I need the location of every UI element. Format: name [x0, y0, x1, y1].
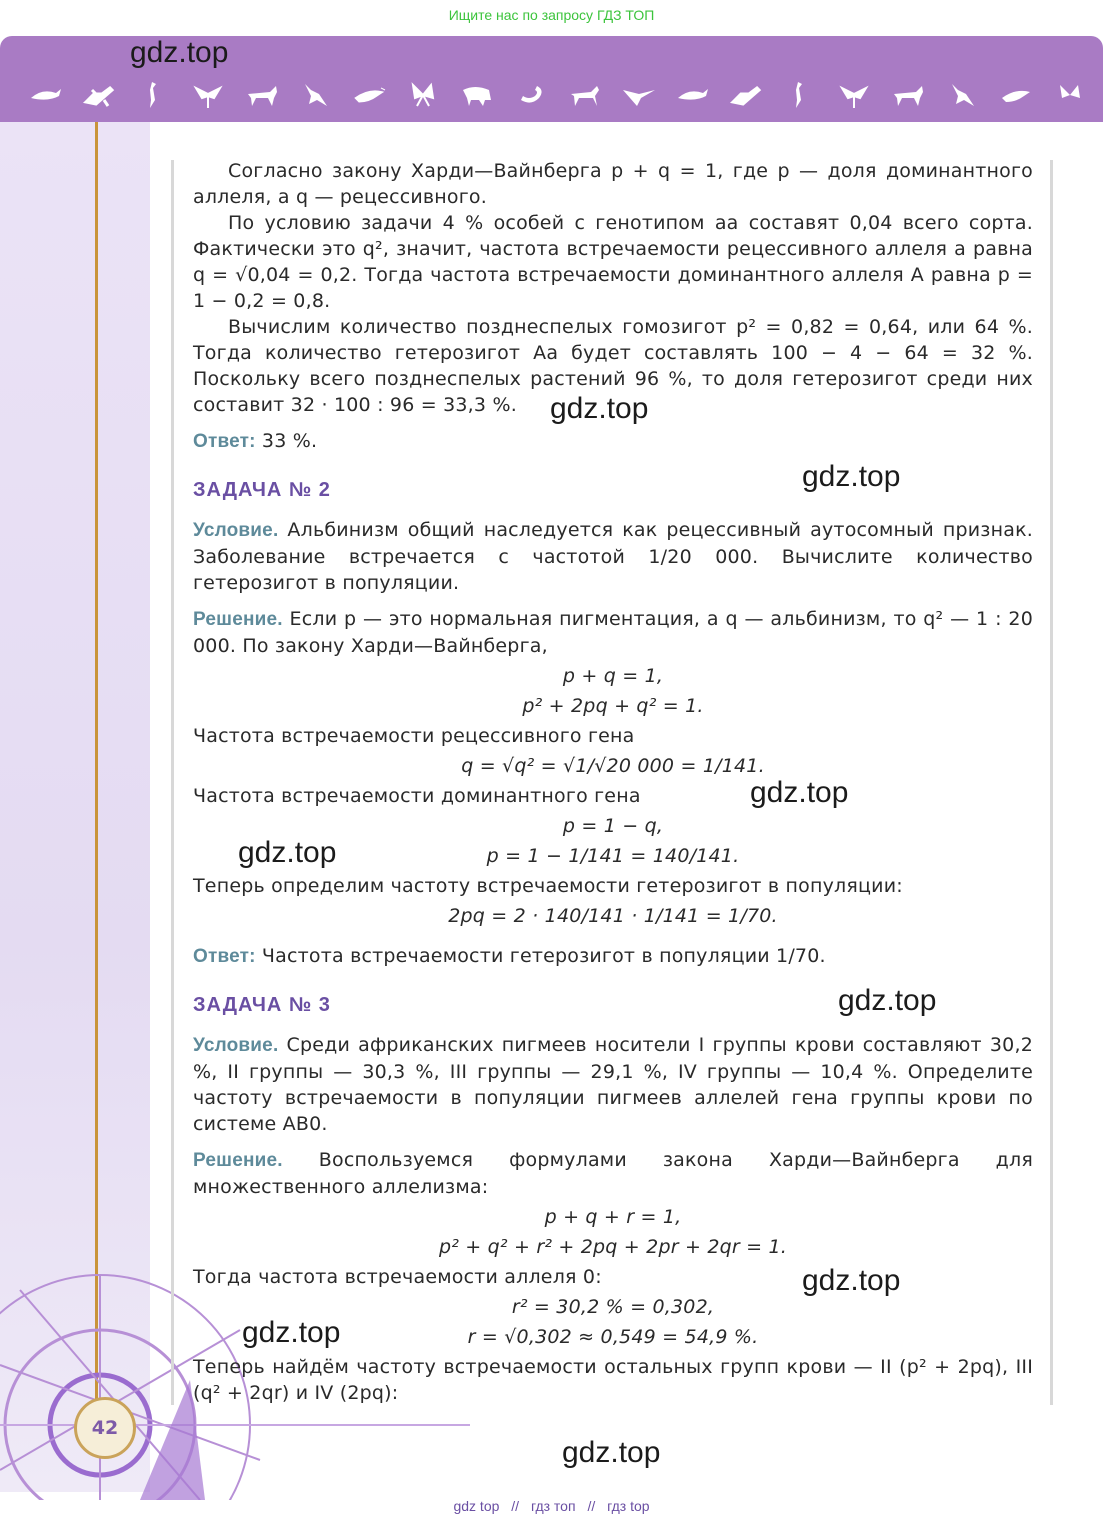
answer-line — [193, 428, 1033, 455]
formula: p = 1 − q, — [562, 815, 664, 837]
answer-line — [193, 943, 1033, 970]
paragraph: Теперь найдём частоту встречаемости остальных групп крови — II (p² + 2pq), III (q² + 2qr) и IV (2pq): — [193, 1356, 1033, 1404]
formula: p + q + r = 1, — [544, 1206, 682, 1228]
formula: p + q = 1, — [562, 665, 664, 687]
answer-text: Частота встречаемости гетерозигот в популяции 1/70. — [261, 945, 826, 967]
task-heading-2: ЗАДАЧА № 2 — [193, 479, 331, 501]
formula: p² + 2pq + q² = 1. — [522, 695, 704, 717]
watermark: gdz.top — [802, 1264, 901, 1297]
content-border-right — [1050, 160, 1053, 1405]
kangaroo-icon-2 — [944, 80, 980, 110]
bison-icon — [459, 80, 495, 110]
answer-label: Ответ: — [193, 946, 256, 967]
kangaroo-icon — [297, 80, 333, 110]
heron-icon-2 — [782, 80, 818, 110]
solution-paragraph — [193, 606, 1033, 659]
paragraph: Теперь определим частоту встречаемости гетерозигот в популяции: — [193, 875, 903, 897]
solution-text: Воспользуемся формулами закона Харди—Вайнберга для множественного аллелизма: — [193, 1149, 1033, 1198]
watermark: gdz.top — [550, 392, 649, 425]
watermark: gdz.top — [838, 984, 937, 1017]
bird-icon-2 — [998, 80, 1034, 110]
footer-link[interactable]: гдз top — [607, 1498, 650, 1514]
watermark: gdz.top — [562, 1436, 661, 1469]
watermark: gdz.top — [238, 836, 337, 869]
lizard-icon-2 — [729, 80, 765, 110]
solution-text: Если p — это нормальная пигментация, а q — альбинизм, то q² — 1 : 20 000. По закону Харди—Вайнберга, — [193, 608, 1033, 657]
dolphin-icon-2 — [675, 80, 711, 110]
insect-icon-2 — [836, 80, 872, 110]
footer-links — [0, 1498, 1103, 1514]
top-banner: Ищите нас по запросу ГДЗ ТОП — [448, 7, 655, 23]
horse-icon — [567, 80, 603, 110]
butterfly-icon-2 — [1052, 80, 1088, 110]
paragraph: Частота встречаемости доминантного гена — [193, 785, 641, 807]
content-border-left — [171, 160, 174, 1405]
formula: r = √0,302 ≈ 0,549 = 54,9 %. — [467, 1326, 759, 1348]
watermark: gdz.top — [750, 776, 849, 809]
paragraph: Вычислим количество позднеспелых гомозигот p² = 0,82 = 0,64, или 64 %. Тогда количество гетерозигот Aa будет составлять 100 − 4 − 64 = 32 %. Поскольку всего позднеспелых растений 96 %, то доля гетерозигот среди них составит 32 · 100 : 96 = 33,3 %. — [193, 316, 1033, 416]
page-number: 42 — [74, 1397, 136, 1459]
footer-link[interactable]: gdz top — [453, 1498, 500, 1514]
scorpion-icon — [513, 80, 549, 110]
insect-icon — [190, 80, 226, 110]
task-heading-3: ЗАДАЧА № 3 — [193, 994, 331, 1016]
paragraph: Согласно закону Харди—Вайнберга p + q = 1, где p — доля доминантного аллеля, а q — рецессивного. — [193, 160, 1033, 208]
watermark: gdz.top — [130, 36, 229, 69]
condition-paragraph — [193, 517, 1033, 596]
watermark: gdz.top — [242, 1316, 341, 1349]
wolf-icon — [244, 80, 280, 110]
butterfly-icon — [405, 80, 441, 110]
lizard-icon — [82, 80, 118, 110]
paragraph: По условию задачи 4 % особей с генотипом aa составят 0,04 всего сорта. Фактически это q², значит, частота встречаемости рецессивного аллеля a равна q = √0,04 = 0,2. Тогда частота встречаемости доминантного аллеля A равна p = 1 − 0,2 = 0,8. — [193, 212, 1033, 312]
watermark: gdz.top — [802, 460, 901, 493]
condition-paragraph — [193, 1032, 1033, 1137]
animal-silhouette-row — [28, 78, 1088, 112]
page-content — [193, 158, 1033, 1406]
condition-label: Условие. — [193, 520, 279, 541]
footer-separator: // — [587, 1498, 596, 1514]
paragraph: Тогда частота встречаемости аллеля 0: — [193, 1266, 602, 1288]
answer-label: Ответ: — [193, 431, 256, 452]
solution-label: Решение. — [193, 609, 283, 630]
formula: p = 1 − 1/141 = 140/141. — [486, 845, 740, 867]
formula: 2pq = 2 · 140/141 · 1/141 = 1/70. — [448, 905, 778, 927]
paragraph: Частота встречаемости рецессивного гена — [193, 725, 635, 747]
pterosaur-icon — [621, 80, 657, 110]
formula: q = √q² = √1/√20 000 = 1/141. — [461, 755, 765, 777]
formula: p² + q² + r² + 2pq + 2pr + 2qr = 1. — [438, 1236, 788, 1258]
answer-text: 33 %. — [261, 430, 318, 452]
bird-icon — [351, 80, 387, 110]
solution-label: Решение. — [193, 1150, 283, 1171]
condition-label: Условие. — [193, 1035, 279, 1056]
footer-link[interactable]: гдз топ — [530, 1498, 576, 1514]
footer-separator: // — [511, 1498, 520, 1514]
condition-text: Альбинизм общий наследуется как рецессивный аутосомный признак. Заболевание встречается с частотой 1/20 000. Вычислите количество гетерозигот в популяции. — [193, 519, 1033, 594]
solution-paragraph — [193, 1147, 1033, 1200]
wolf-icon-2 — [890, 80, 926, 110]
condition-text: Среди африканских пигмеев носители I группы крови составляют 30,2 %, II группы — 30,3 %, III группы — 29,1 %, IV группы — 10,4 %. Определите частоту встречаемости в популяции пигмеев аллелей гена группы крови по системе AB0. — [193, 1034, 1033, 1135]
heron-icon — [136, 80, 172, 110]
formula: r² = 30,2 % = 0,302, — [511, 1296, 715, 1318]
dolphin-icon — [28, 80, 64, 110]
